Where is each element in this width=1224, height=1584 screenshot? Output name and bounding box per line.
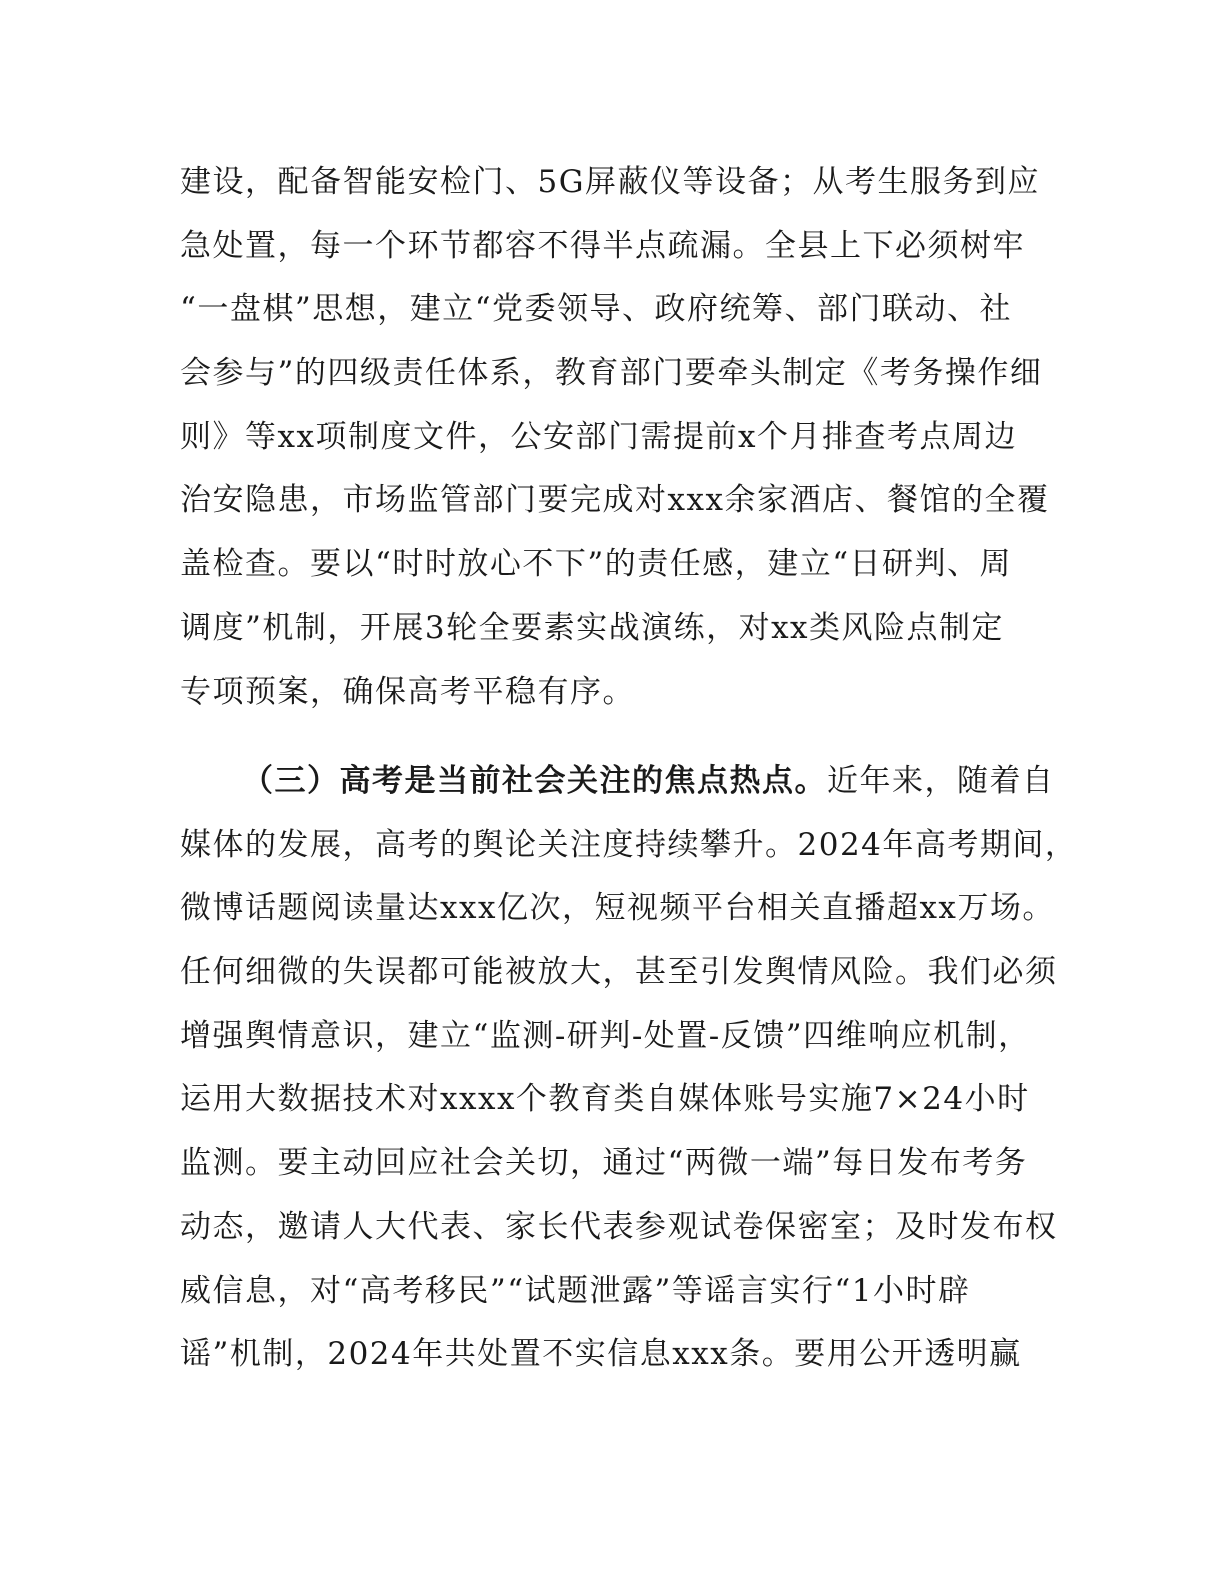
paragraph-2 xyxy=(180,750,1078,1387)
paragraph-1-line: 则》等xx项制度文件，公安部门需提前x个月排查考点周边 xyxy=(180,418,1017,455)
paragraph-2-line: 增强舆情意识，建立“监测-研判-处置-反馈”四维响应机制， xyxy=(180,1017,1031,1054)
paragraph-2-line: 任何细微的失误都可能被放大，甚至引发舆情风险。我们必须 xyxy=(180,954,1058,991)
paragraph-2-line: 威信息，对“高考移民”“试题泄露”等谣言实行“1小时辟 xyxy=(180,1272,971,1309)
paragraph-2-line: 监测。要主动回应社会关切，通过“两微一端”每日发布考务 xyxy=(180,1145,1028,1182)
paragraph-1 xyxy=(180,151,1050,724)
paragraph-1-line: 建设，配备智能安检门、5G屏蔽仪等设备；从考生服务到应 xyxy=(180,164,1040,200)
paragraph-2-line: 微博话题阅读量达xxx亿次，短视频平台相关直播超xx万场。 xyxy=(180,890,1055,927)
paragraph-2-first-line xyxy=(180,750,1055,814)
paragraph-2-line: 谣”机制，2024年共处置不实信息xxx条。要用公开透明赢 xyxy=(180,1336,1022,1373)
paragraph-1-line: 调度”机制，开展3轮全要素实战演练，对xx类风险点制定 xyxy=(180,609,1005,646)
paragraph-1-line: 专项预案，确保高考平稳有序。 xyxy=(180,673,635,710)
paragraph-2-line: 动态，邀请人大代表、家长代表参观试卷保密室；及时发布权 xyxy=(180,1208,1058,1245)
paragraph-1-line: “一盘棋”思想，建立“党委领导、政府统筹、部门联动、社 xyxy=(180,291,1013,328)
paragraph-1-line: 治安隐患，市场监管部门要完成对xxx余家酒店、餐馆的全覆 xyxy=(180,482,1050,519)
paragraph-1-line: 会参与”的四级责任体系，教育部门要牵头制定《考务操作细 xyxy=(180,355,1043,392)
paragraph-2-line: 媒体的发展，高考的舆论关注度持续攀升。2024年高考期间， xyxy=(180,826,1078,863)
paragraph-2-line: 运用大数据技术对xxxx个教育类自媒体账号实施7×24小时 xyxy=(180,1081,1030,1118)
paragraph-1-line: 急处置，每一个环节都容不得半点疏漏。全县上下必须树牢 xyxy=(180,227,1025,264)
paragraph-1-line: 盖检查。要以“时时放心不下”的责任感，建立“日研判、周 xyxy=(180,546,1013,583)
paragraph-2-first-line-text: 近年来，随着自 xyxy=(827,763,1055,799)
section-heading: （三）高考是当前社会关注的焦点热点。 xyxy=(242,763,827,799)
